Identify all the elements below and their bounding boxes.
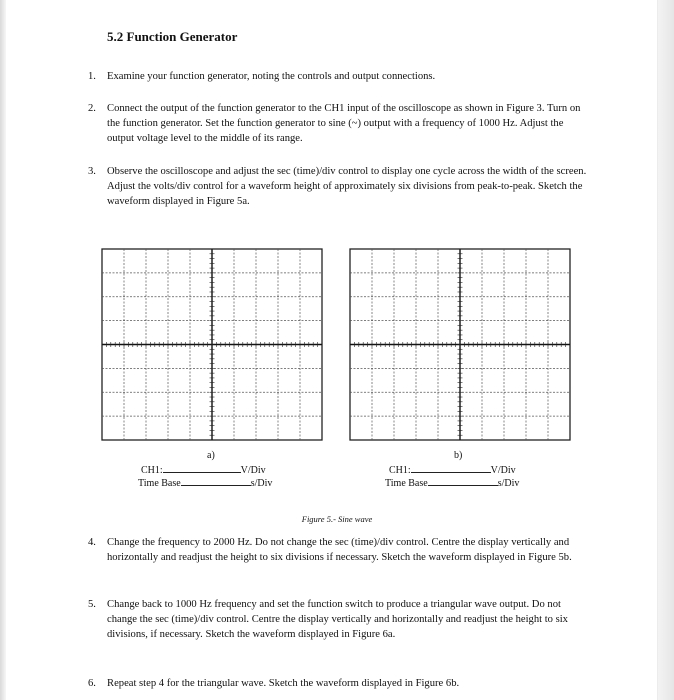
timebase-label: Time Base	[138, 478, 181, 489]
ch1-blank-field[interactable]	[163, 462, 241, 473]
step-number: 2.	[88, 103, 96, 114]
timebase-blank-field[interactable]	[181, 475, 251, 486]
step-4	[88, 535, 588, 565]
ch1-setting-a	[141, 462, 266, 476]
step-text: Examine your function generator, noting the controls and output connections.	[107, 71, 436, 82]
step-1	[88, 69, 588, 84]
timebase-unit: s/Div	[250, 478, 273, 489]
step-text: Change the frequency to 2000 Hz. Do not change the sec (time)/div control. Centre the display vertically and horizontally and readjust the height to six divisions if necessary. Sketch the waveform displayed in Figure 5b.	[107, 537, 572, 564]
ch1-blank-field[interactable]	[411, 462, 491, 473]
ch1-unit: V/Div	[240, 465, 266, 476]
step-text: Observe the oscilloscope and adjust the sec (time)/div control to display one cycle across the width of the screen. Adjust the volts/div control for a waveform height of approximately six divisions from peak-to-peak. Sketch the waveform displayed in Figure 5a.	[107, 166, 587, 208]
step-number: 3.	[88, 166, 96, 177]
section-title: 5.2 Function Generator	[107, 29, 238, 44]
ch1-setting-b	[389, 462, 516, 476]
page-edge-right	[657, 0, 674, 700]
scope-graticule-a	[101, 248, 323, 441]
figure-caption: Figure 5.- Sine wave	[301, 514, 373, 524]
timebase-blank-field[interactable]	[428, 475, 498, 486]
timebase-unit: s/Div	[497, 478, 520, 489]
step-2	[88, 101, 588, 147]
step-6	[88, 676, 588, 691]
step-number: 1.	[88, 71, 96, 82]
ch1-unit: V/Div	[490, 465, 516, 476]
page-edge-left	[0, 0, 6, 700]
step-number: 4.	[88, 537, 96, 548]
scope-graticule-b	[349, 248, 571, 441]
ch1-label: CH1:	[389, 465, 411, 476]
step-number: 5.	[88, 599, 96, 610]
step-text: Change back to 1000 Hz frequency and set the function switch to produce a triangular wave output. Do not change the sec (time)/div control. Centre the display vertically and horizontally and readjust the height to six divisions, if necessary. Sketch the waveform displayed in Figure 6a.	[107, 599, 568, 641]
step-5	[88, 597, 588, 643]
step-text: Connect the output of the function generator to the CH1 input of the oscilloscope as shown in Figure 3. Turn on the function generator. Set the function generator to sine (~) output with a frequency of 1000 Hz. Adjust the output voltage level to the middle of its range.	[107, 103, 581, 145]
timebase-label: Time Base	[385, 478, 428, 489]
timebase-setting-b	[385, 475, 519, 489]
step-3	[88, 164, 588, 210]
ch1-label: CH1:	[141, 465, 163, 476]
step-text: Repeat step 4 for the triangular wave. Sketch the waveform displayed in Figure 6b.	[107, 678, 460, 689]
panel-label-a: a)	[207, 450, 215, 461]
step-number: 6.	[88, 678, 96, 689]
panel-label-b: b)	[454, 450, 463, 461]
timebase-setting-a	[138, 475, 272, 489]
